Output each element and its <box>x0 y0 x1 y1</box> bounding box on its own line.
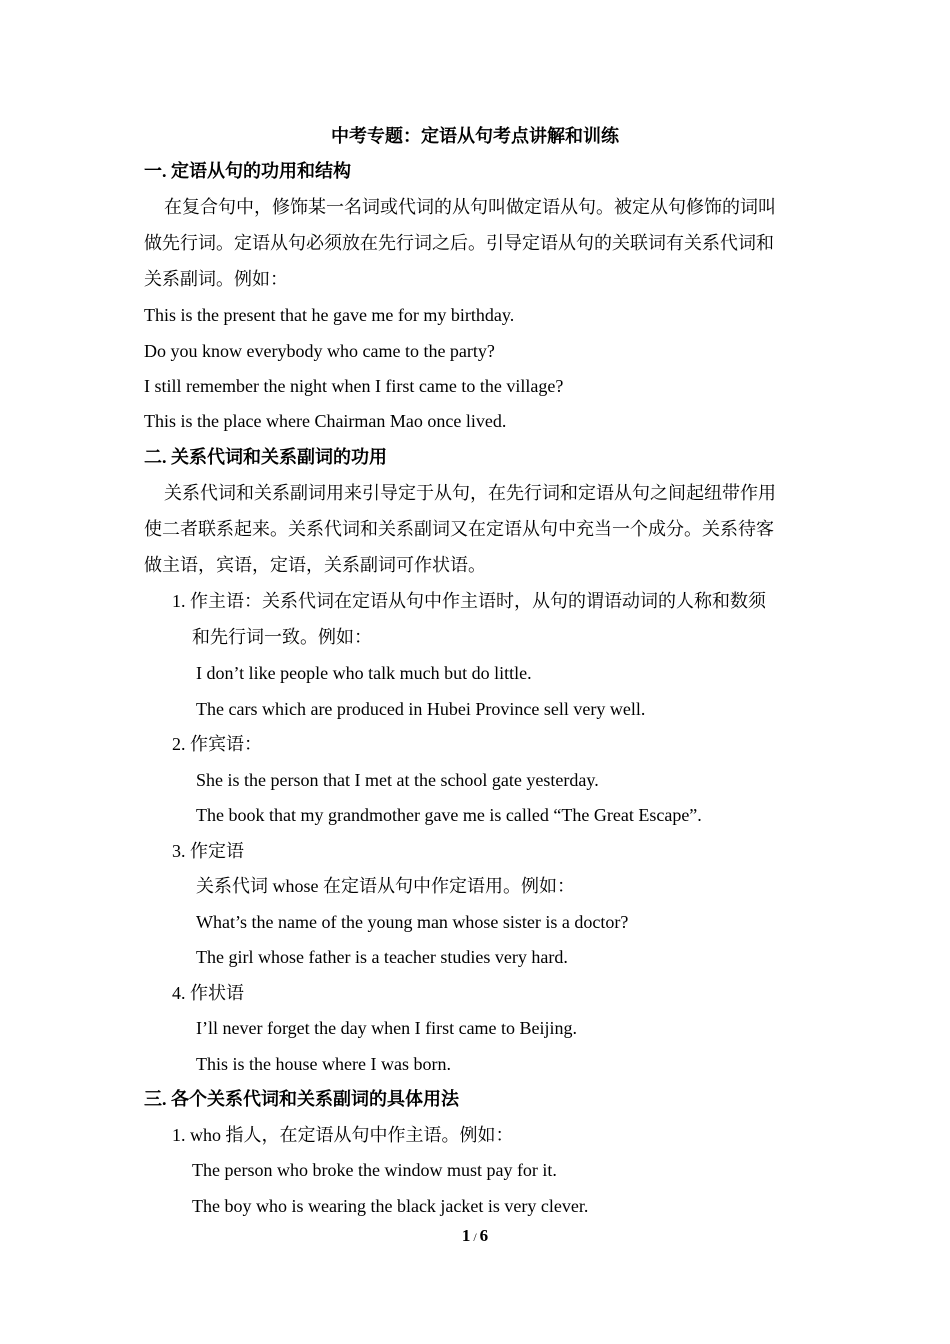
section-1-paragraph-line: 在复合句中，修饰某一名词或代词的从句叫做定语从句。被定从句修饰的词叫 <box>164 197 776 217</box>
section-2-heading: 二. 关系代词和关系副词的功用 <box>144 447 387 467</box>
example-sentence: I don’t like people who talk much but do little. <box>196 663 532 683</box>
section-1-heading: 一. 定语从句的功用和结构 <box>144 161 351 181</box>
section-3-heading: 三. 各个关系代词和关系副词的具体用法 <box>144 1089 459 1109</box>
example-sentence: The book that my grandmother gave me is called “The Great Escape”. <box>196 805 702 825</box>
list-item-continuation: 和先行词一致。例如： <box>192 627 372 647</box>
section-2-paragraph-line: 做主语，宾语，定语，关系副词可作状语。 <box>144 555 486 575</box>
example-sentence: This is the place where Chairman Mao once lived. <box>144 411 507 431</box>
page-total: 6 <box>479 1226 489 1245</box>
list-item-label: 3. 作定语 <box>172 841 244 861</box>
example-sentence: This is the present that he gave me for my birthday. <box>144 305 515 325</box>
page-current: 1 <box>461 1226 471 1245</box>
section-2-paragraph-line: 关系代词和关系副词用来引导定于从句，在先行词和定语从句之间起纽带作用 <box>164 483 776 503</box>
section-1-paragraph-line: 做先行词。定语从句必须放在先行词之后。引导定语从句的关联词有关系代词和 <box>144 233 774 253</box>
example-sentence: Do you know everybody who came to the party? <box>144 341 495 361</box>
example-sentence: What’s the name of the young man whose sister is a doctor? <box>196 912 629 932</box>
list-item-label: 1. who 指人，在定语从句中作主语。例如： <box>172 1125 514 1145</box>
example-sentence: The girl whose father is a teacher studies very hard. <box>196 947 568 967</box>
example-sentence: This is the house where I was born. <box>196 1054 451 1074</box>
example-sentence: I’ll never forget the day when I first came to Beijing. <box>196 1018 578 1038</box>
page-separator: / <box>473 1230 477 1244</box>
section-2-paragraph-line: 使二者联系起来。关系代词和关系副词又在定语从句中充当一个成分。关系待客 <box>144 519 774 539</box>
list-item-intro: 关系代词 whose 在定语从句中作定语用。例如： <box>196 876 575 896</box>
list-item-label: 1. 作主语：关系代词在定语从句中作主语时，从句的谓语动词的人称和数须 <box>172 591 766 611</box>
example-sentence: The boy who is wearing the black jacket is very clever. <box>192 1196 589 1216</box>
example-sentence: She is the person that I met at the school gate yesterday. <box>196 770 599 790</box>
example-sentence: I still remember the night when I first came to the village? <box>144 376 564 396</box>
page-number <box>0 1226 950 1246</box>
list-item-label: 2. 作宾语： <box>172 734 262 754</box>
example-sentence: The cars which are produced in Hubei Province sell very well. <box>196 699 646 719</box>
page-title: 中考专题：定语从句考点讲解和训练 <box>331 126 619 146</box>
section-1-paragraph-line: 关系副词。例如： <box>144 269 288 289</box>
list-item-label: 4. 作状语 <box>172 983 244 1003</box>
example-sentence: The person who broke the window must pay for it. <box>192 1160 557 1180</box>
